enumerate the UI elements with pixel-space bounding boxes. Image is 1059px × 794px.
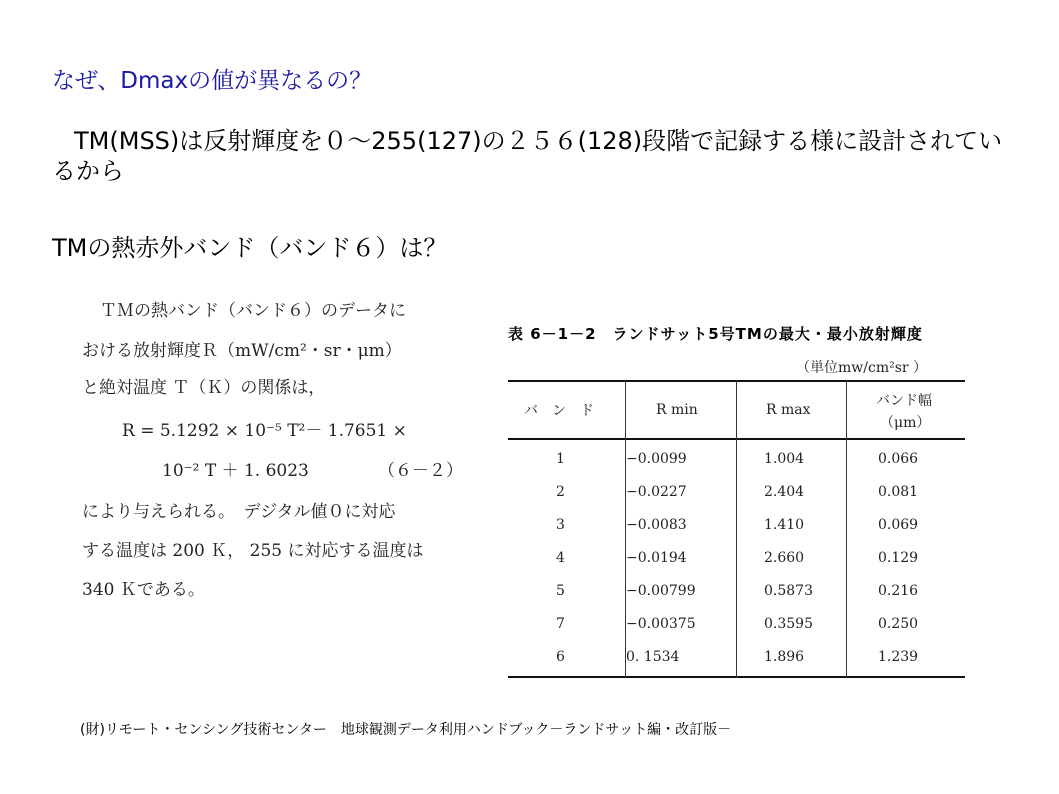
cell-rmax: 0.5873 [764,583,813,599]
cell-rmax: 1.004 [764,451,805,467]
cell-band: 4 [556,550,565,566]
cell-bandwidth: 0.069 [878,517,919,533]
source-citation: (財)リモート・センシング技術センター 地球観測データ利用ハンドブック－ランドサット編・改訂版－ [80,722,732,738]
cell-band: 3 [556,517,565,533]
equation-number: （６－２） [378,461,463,481]
table-col-divider [846,380,847,678]
cell-rmin: −0.0194 [626,550,687,566]
explanation-text: TM(MSS)は反射輝度を０～255(127)の２５６(128)段階で記録する様に設計されているから [52,127,1003,185]
cell-band: 2 [556,484,565,500]
table-col-divider [736,380,737,678]
cell-rmax: 2.660 [764,550,805,566]
scan-line-7: する温度は 200 Ｋ， 255 に対応する温度は [82,541,424,561]
cell-rmin: −0.0227 [626,484,687,500]
scan-line-5-equation: 10⁻² T ＋ 1. 6023 [162,461,309,481]
scan-line-2: おける放射輝度Ｒ（mW/cm²・sr・μm） [82,341,402,361]
table-unit: （単位mw/cm²sr ） [796,360,928,376]
radiance-table [508,380,965,678]
cell-rmax: 1.896 [764,649,805,665]
cell-rmin: 0. 1534 [626,649,680,665]
subheading: TMの熱赤外バンド（バンド６）は？ [52,234,448,262]
cell-rmin: −0.00375 [626,616,696,632]
cell-bandwidth: 1.239 [878,649,919,665]
cell-band: 1 [556,451,565,467]
cell-bandwidth: 0.129 [878,550,919,566]
scan-line-8: 340 Ｋである。 [82,580,205,600]
slide-title: なぜ、Dmaxの値が異なるの？ [52,68,373,94]
header-rmin: R min [656,402,698,418]
cell-bandwidth: 0.216 [878,583,919,599]
cell-band: 5 [556,583,565,599]
header-bandwidth-unit: （μm） [880,415,931,431]
table-caption: 表 6－1－2 ランドサット5号TMの最大・最小放射輝度 [508,325,923,343]
scan-line-6: により与えられる。 デジタル値０に対応 [82,502,396,522]
cell-rmax: 0.3595 [764,616,813,632]
scan-line-4-equation: R = 5.1292 × 10⁻⁵ T²－ 1.7651 × [122,421,407,441]
scan-line-3: と絶対温度 Ｔ（Ｋ）の関係は， [82,378,326,398]
header-band: バ ン ド [524,403,594,419]
cell-rmin: −0.0083 [626,517,687,533]
header-bandwidth: バンド幅 [876,393,932,409]
explanation-paragraph [52,126,1012,186]
cell-rmax: 1.410 [764,517,805,533]
cell-rmin: −0.0099 [626,451,687,467]
cell-band: 6 [556,649,565,665]
cell-rmax: 2.404 [764,484,805,500]
cell-bandwidth: 0.081 [878,484,919,500]
cell-bandwidth: 0.066 [878,451,919,467]
header-rmax: R max [766,402,811,418]
scan-line-1: ＴＭの熱バンド（バンド６）のデータに [100,301,406,321]
cell-bandwidth: 0.250 [878,616,919,632]
cell-rmin: −0.00799 [626,583,696,599]
cell-band: 7 [556,616,565,632]
